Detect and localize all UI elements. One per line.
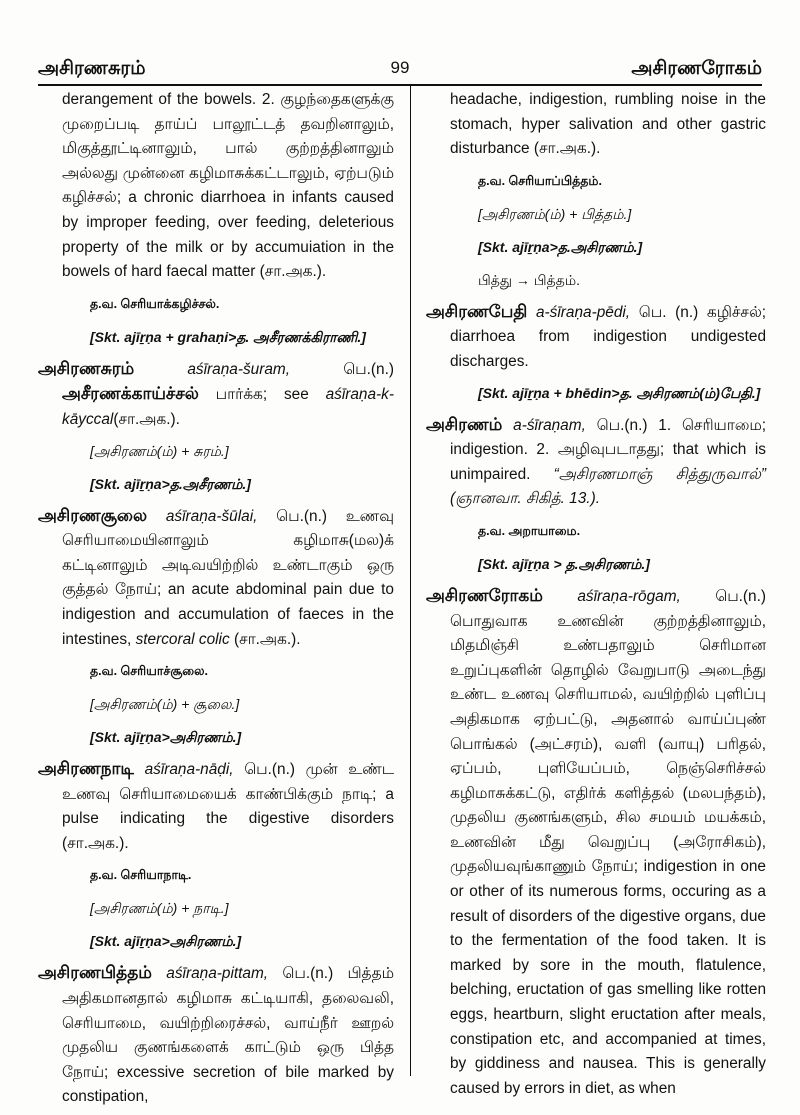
sanskrit-etymology: [Skt. ajīṟṇa>அசிரணம்.] — [90, 729, 242, 746]
transliteration: aśīraṇa-nāḍi, — [144, 761, 234, 779]
sanskrit-etymology: [Skt. ajīṟṇa > த.அசிரணம்.] — [478, 555, 650, 572]
sanskrit-etymology: [Skt. ajīṟṇa>அசிரணம்.] — [90, 933, 242, 950]
page-number: 99 — [390, 58, 410, 77]
transliteration: aśīraṇa-šūlai, — [165, 507, 258, 525]
running-head-left: அசிரணசுரம் — [38, 58, 146, 79]
etymology: [அசிரணம்(ம்) + சூலை.] — [90, 696, 240, 713]
headword: அசிரணபித்தம் — [38, 963, 152, 983]
sanskrit-etymology: [Skt. ajīṟṇa>த.அசிரணம்.] — [478, 238, 643, 255]
tamil-word-note: த.வ. செரியாக்கழிச்சல். — [90, 296, 220, 311]
headword: அசிரணம் — [426, 414, 503, 434]
transliteration: aśīraṇa-šuram, — [187, 360, 291, 378]
right-column — [426, 88, 766, 1106]
medical-term: stercoral colic — [135, 630, 230, 648]
tamil-word-note: த.வ. செரியாச்சூலை. — [90, 664, 208, 679]
entry-asirana-rogam: அசிரணரோகம் aśīraṇa-rōgam, பெ.(n.) பொதுவாக உணவின் குற்றத்தினாலும், மிதமிஞ்சி உண்பதாலும் செரிமான உறுப்புகளின் தொழில் வேறுபாடு அடைந்து உண்ட உணவு செரியாமல், வயிற்றில் புளிப்பு அதிகமாக ஏற்பட்டு, அதனால் வாய்ப்புண் பொங்கல் (அட்சரம்), வளி (வாயு) பரிதல், ஏப்பம், புளியேப்பம், நெஞ்செரிச்சல் கழிமாசுக்கட்டு, எதிர்க் களித்தல் (மலபந்தம்), முதலிய குணங்களும், சில சமயம் மயக்கம், உணவின் மீது வெறுப்பு (அரோசிகம்), முதலியவுங்காணும் நோய்; indigestion in one or other of its numerous forms, occuring as a result of disorders of the digestive organs, due to the fermentation of the food taken. It is marked by sore in the mouth, flatulence, belching, eructation of gas smelling like rotten eggs, heartburn, slight eructation after meals, constipation etc, and accompanied at times, by giddiness and nausea. This is generally caused by errors in diet, as when — [426, 585, 767, 1097]
tamil-word-note: த.வ. அறாயாமை. — [478, 523, 581, 538]
headword: அசிரணரோகம் — [426, 585, 543, 605]
entry-asirana-nadi: அசிரணநாடி aśīraṇa-nāḍi, பெ.(n.) முன் உண்ட உணவு செரியாமையைக் காண்பிக்கும் நாடி; a pulse indicating the digestive disorders (சா.அக.). — [38, 759, 395, 852]
cross-reference-transliteration: aśīraṇa-k-kāyccal — [62, 386, 395, 428]
tamil-word-note: த.வ. செரியாநாடி. — [90, 868, 192, 883]
transliteration: a-śīraṇam, — [513, 416, 586, 434]
sanskrit-etymology: [Skt. ajīṟṇa + bhēdin>த. அசிரணம்(ம்)பேதி.] — [478, 384, 761, 401]
cross-reference: அசீரணக்காய்ச்சல் — [62, 384, 199, 404]
entry-asirana-sulai: அசிரணசூலை aśīraṇa-šūlai, பெ.(n.) உணவு செரியாமையினாலும் கழிமாசு(மல)க் கட்டினாலும் அடிவயிற்றில் உண்டாகும் ஒரு குத்தல் நோய்; an acute abdominal pain due to indigestion and accumulation of faeces in the intestines, stercoral colic (சா.அக.). — [38, 505, 394, 648]
transliteration: aśīraṇa-pittam, — [166, 965, 269, 983]
literary-quotation: “அசிரணமாஞ் சித்துருவால்” (ஞானவா. சிகித். 13.). — [450, 465, 766, 508]
running-head-right: அசிரணரோகம் — [631, 58, 762, 79]
header-rule — [38, 84, 762, 86]
column-divider — [410, 86, 411, 1076]
entry-asirana-pittam: அசிரணபித்தம் aśīraṇa-pittam, பெ.(n.) பித்தம் அதிகமானதால் கழிமாசு கட்டியாகி, தலைவலி, செரியாமை, வயிற்றிரைச்சல், வாய்நீர் ஊறல் முதலிய குணங்களைக் காட்டும் ஒரு பித்த நோய்; excessive secretion of bile marked by constipation, — [38, 963, 394, 1106]
headword: அசிரணசுரம் — [38, 358, 135, 378]
tamil-word-note: த.வ. செரியாப்பித்தம். — [478, 173, 602, 188]
part-of-speech: பெ.(n.) — [343, 360, 394, 378]
etymology: [அசிரணம்(ம்) + சுரம்.] — [90, 442, 229, 459]
sanskrit-etymology: [Skt. ajīṟṇa>த.அசீரணம்.] — [90, 475, 251, 492]
left-column — [38, 88, 394, 1115]
etymology: [அசிரணம்(ம்) + பித்தம்.] — [478, 205, 632, 222]
sanskrit-etymology: [Skt. ajīṟṇa + grahaṇi>த. அசீரணக்கிராணி.] — [90, 328, 366, 345]
headword: அசிரணசூலை — [38, 505, 148, 525]
headword: அசிரணநாடி — [38, 759, 134, 779]
continued-entry-text: derangement of the bowels. 2. குழந்தைகளுக்கு முறைப்படி தாய்ப் பாலூட்டத் தவறினாலும், மிகுத்தூட்டினாலும், பால் குற்றத்தினாலும் அல்லது முன்னை கழிமாசுக்கட்டாலும், ஏற்படும் கழிச்சல்; a chronic diarrhoea in infants caused by improper feeding, over feeding, deleterious property of the milk or by accumuiation in the bowels of hard faecal matter (சா.அக.). — [62, 91, 394, 281]
transliteration: aśīraṇa-rōgam, — [577, 587, 681, 605]
entry-asirana-suram: அசிரணசுரம் aśīraṇa-šuram, பெ.(n.) அசீரணக்காய்ச்சல் பார்க்க; see aśīraṇa-k-kāyccal(சா.அக.). — [38, 358, 395, 428]
entry-asiranam: அசிரணம் a-śīraṇam, பெ.(n.) 1. செரியாமை; indigestion. 2. அழிவுபடாதது; that which is unimpaired. “அசிரணமாஞ் சித்துருவால்” (ஞானவா. சிகித். 13.). — [426, 414, 766, 508]
etymology: [அசிரணம்(ம்) + நாடி.] — [90, 900, 229, 917]
transliteration: a-śīraṇa-pēdi, — [535, 303, 631, 321]
headword: அசிரணபேதி — [426, 301, 528, 321]
entry-asirana-pedi: அசிரணபேதி a-śīraṇa-pēdi, பெ. (n.) கழிச்சல்; diarrhoea from indigestion undigested discharges. — [426, 301, 767, 370]
derivation-note: பித்து → பித்தம். — [478, 271, 580, 288]
continued-entry-text: headache, indigestion, rumbling noise in the stomach, hyper salivation and other gastric disturbance (சா.அக.). — [450, 91, 766, 158]
